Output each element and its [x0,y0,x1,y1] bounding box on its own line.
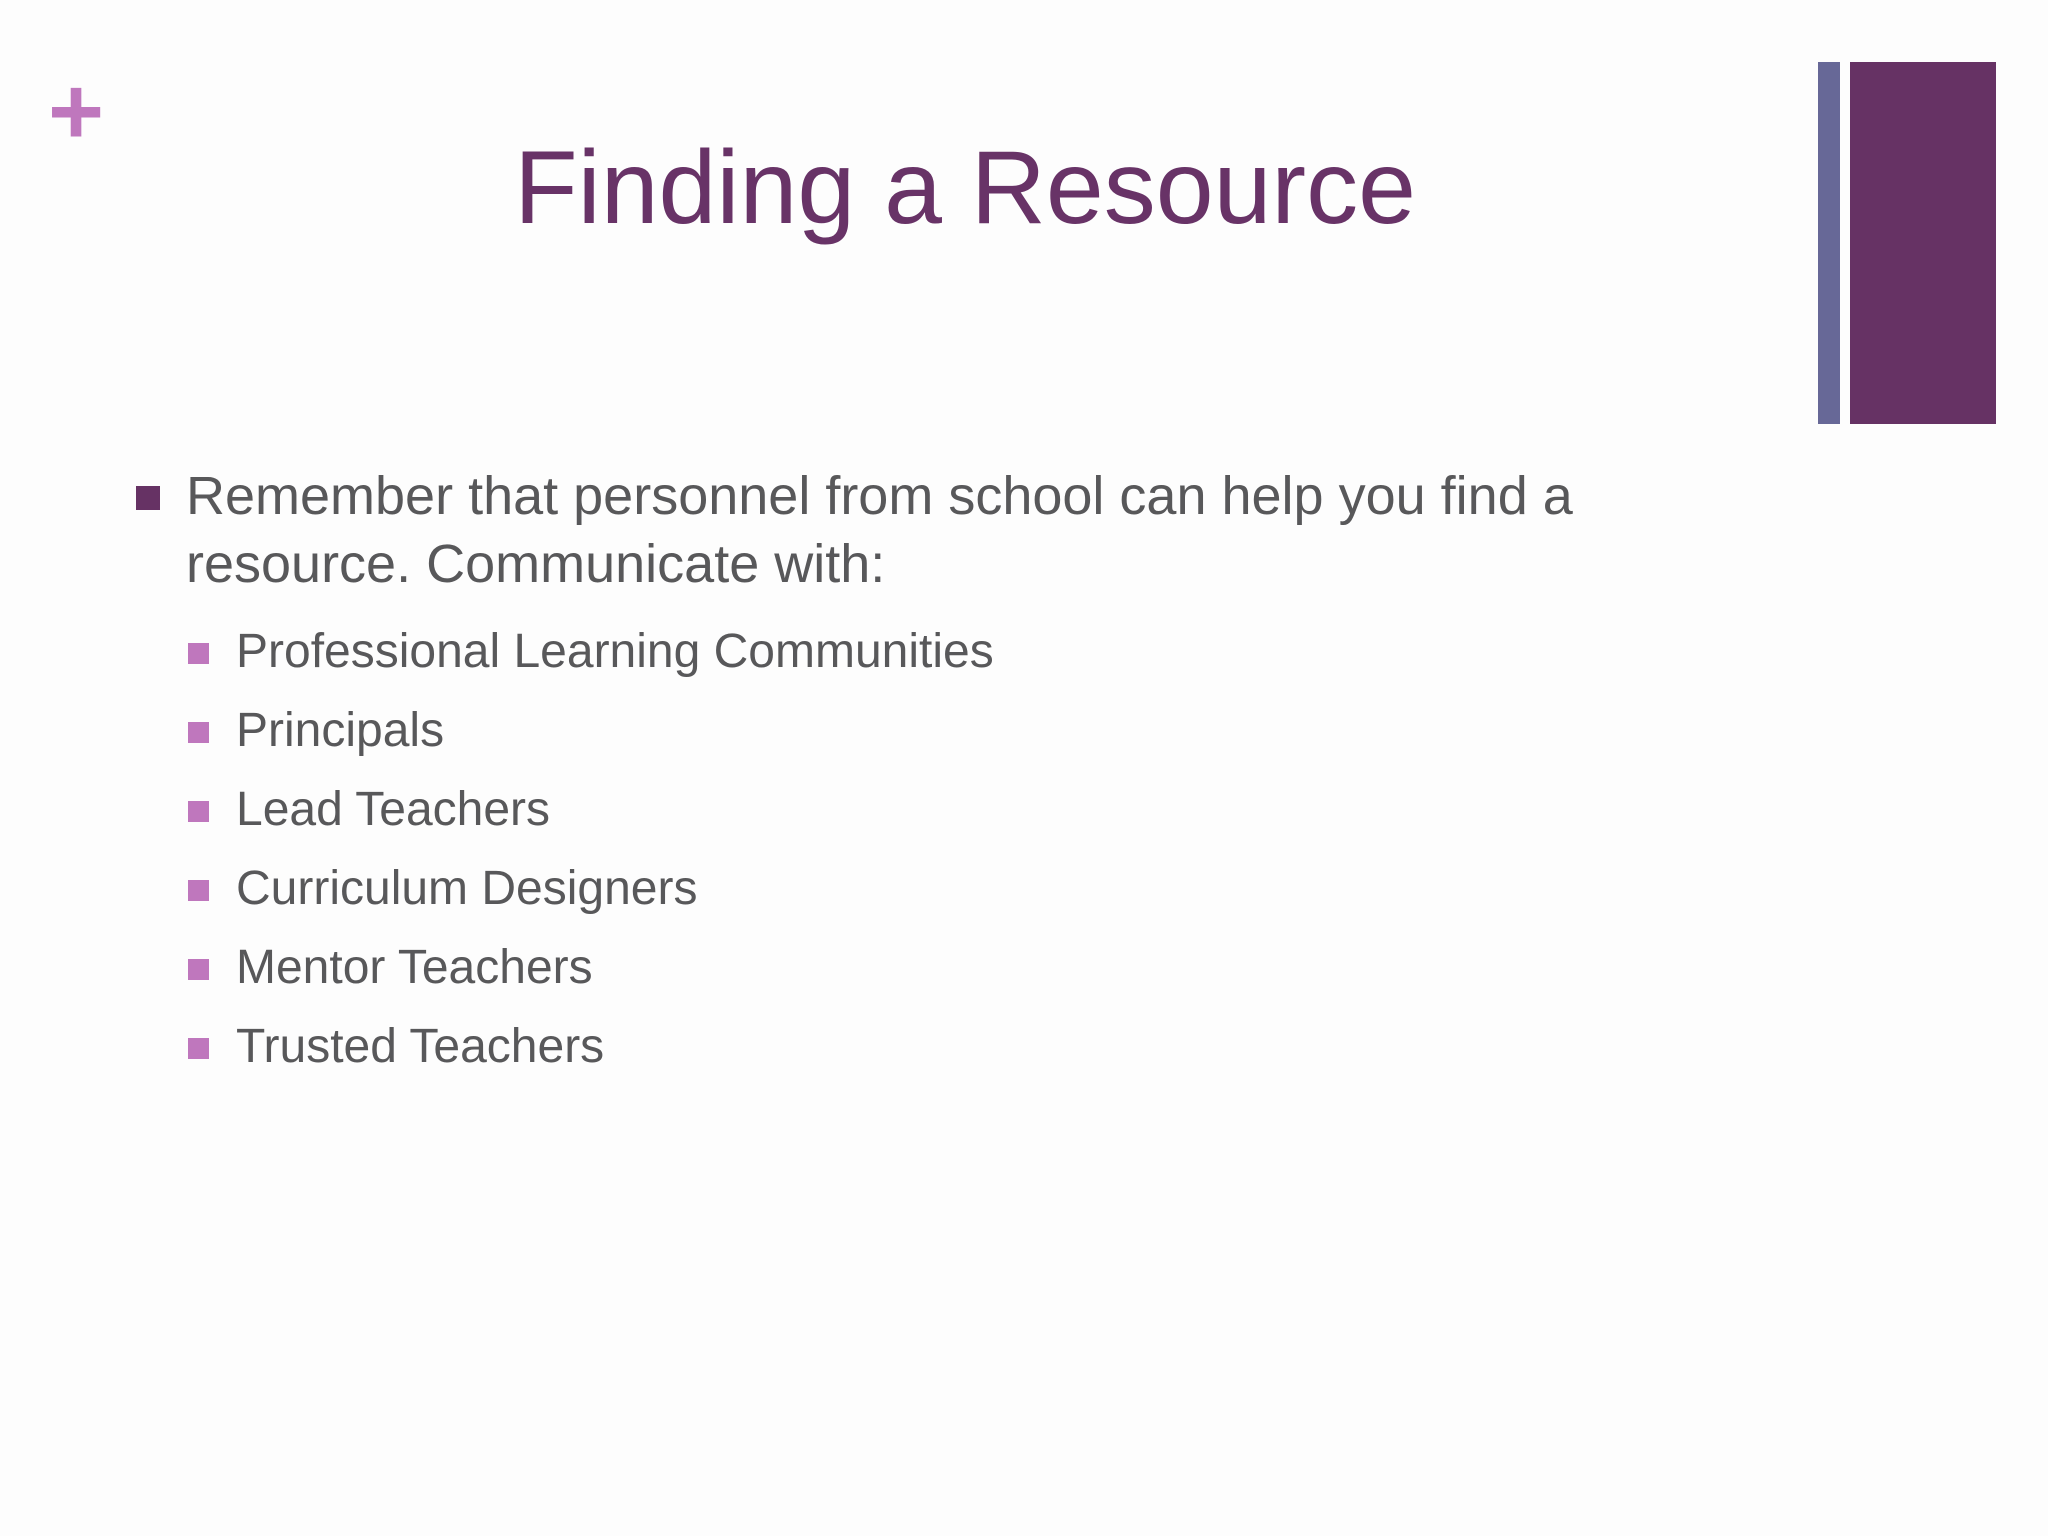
sub-bullet-text: Mentor Teachers [236,941,593,994]
sub-bullet-text: Curriculum Designers [236,862,698,915]
sub-bullet-text: Lead Teachers [236,783,551,836]
square-bullet-icon [136,486,160,510]
sub-bullet-list [134,612,1694,1086]
sub-bullet-text: Trusted Teachers [236,1020,605,1073]
square-bullet-icon [188,1038,209,1059]
plus-icon: + [48,58,105,165]
accent-bar-thin [1818,62,1840,424]
square-bullet-icon [188,722,209,743]
main-bullet [134,462,1694,598]
sub-bullet-item [186,928,1694,1007]
square-bullet-icon [188,643,209,664]
slide-title: Finding a Resource [514,130,1416,246]
sub-bullet-item [186,770,1694,849]
sub-bullet-text: Principals [236,704,445,757]
sub-bullet-item [186,1007,1694,1086]
main-bullet-text: Remember that personnel from school can help you find a resource. Communicate with: [186,466,1573,594]
accent-bar-wide [1850,62,1996,424]
sub-bullet-text: Professional Learning Communities [236,625,994,678]
square-bullet-icon [188,801,209,822]
slide-body [134,462,1694,1086]
square-bullet-icon [188,959,209,980]
square-bullet-icon [188,880,209,901]
sub-bullet-item [186,691,1694,770]
sub-bullet-item [186,612,1694,691]
sub-bullet-item [186,849,1694,928]
